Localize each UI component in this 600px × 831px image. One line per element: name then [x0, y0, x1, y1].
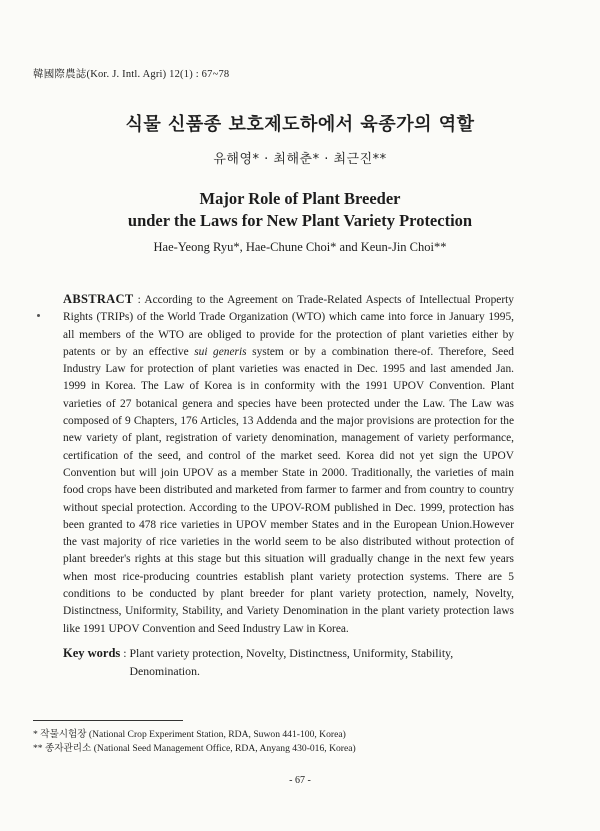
page-number: - 67 - — [289, 775, 311, 786]
english-title-line-2: under the Laws for New Plant Variety Protection — [127, 211, 473, 230]
korean-authors: 유해영* · 최해춘* · 최근진** — [213, 152, 387, 167]
footnote-2: ** 종자관리소 (National Seed Management Office, RDA, Anyang 430-016, Korea) — [33, 743, 356, 754]
english-title — [0, 188, 600, 232]
footnote-1: * 작물시험장 (National Crop Experiment Station, RDA, Suwon 441-100, Korea) — [33, 729, 346, 740]
abstract-separator: : — [133, 294, 145, 306]
abstract-text-part-1: According to the Agreement on Trade-Related Aspects of Intellectual Property Rights (TRIPs) of the World Trade Organization (WTO) which came into force in January 1995, all members of the WTO are obliged to provide for the protection of plant varieties either by patents or by an effective — [63, 294, 514, 358]
journal-reference: 韓國際農誌(Kor. J. Intl. Agri) 12(1) : 67~78 — [33, 69, 230, 80]
abstract-label: ABSTRACT — [63, 292, 134, 306]
abstract — [63, 291, 514, 638]
margin-dot — [37, 314, 40, 317]
english-title-line-1: Major Role of Plant Breeder — [199, 189, 401, 208]
abstract-text-part-2: system or by a combination there-of. Therefore, Seed Industry Law for protection of plant varieties was enacted in Dec. 1995 and last amended Jan. 1999 in Korea. The Law of Korea is in conformity with the 1991 UPOV Convention. Plant varieties of 27 botanical genera and species have been protected under the Law. The Law was composed of 9 Chapters, 176 Articles, 13 Addenda and the major provisions are protection for the new variety of plant, registration of variety denomination, management of variety performance, certification of the seed, and control of the market seed. Korea did not yet sign the UPOV Convention but will join UPOV as a member State in 2000. Traditionally, the varieties of main food crops have been distributed and marketed from farmer to farmer and from country to country without special protection. According to the UPOV-ROM published in Dec. 1999, protection has been granted to 478 rice varieties in UPOV member States and in the European Union.However the vast majority of rice varieties in the world seem to be also distributed without protection of plant breeder's rights at this stage but this situation will gradually change in the next few years when most rice-producing countries establish plant variety protection systems. There are 5 conditions to be conducted by plant breeder for plant variety protection, namely, Novelty, Distinctness, Uniformity, Stability, and Variety Denomination in the plant variety protection laws like 1991 UPOV Convention and Seed Industry Law in Korea. — [63, 345, 514, 635]
keywords-label: Key words — [63, 646, 121, 660]
keywords-text: Plant variety protection, Novelty, Distinctness, Uniformity, Stability, Denomination. — [129, 646, 454, 678]
korean-title: 식물 신품종 보호제도하에서 육종가의 역할 — [125, 114, 475, 135]
keywords-separator: : — [120, 646, 130, 660]
english-authors: Hae-Yeong Ryu*, Hae-Chune Choi* and Keun-Jin Choi** — [153, 240, 447, 254]
keywords — [63, 644, 523, 680]
abstract-italic-term: sui generis — [194, 345, 247, 358]
footnotes — [33, 728, 356, 756]
footnote-divider — [33, 720, 183, 721]
